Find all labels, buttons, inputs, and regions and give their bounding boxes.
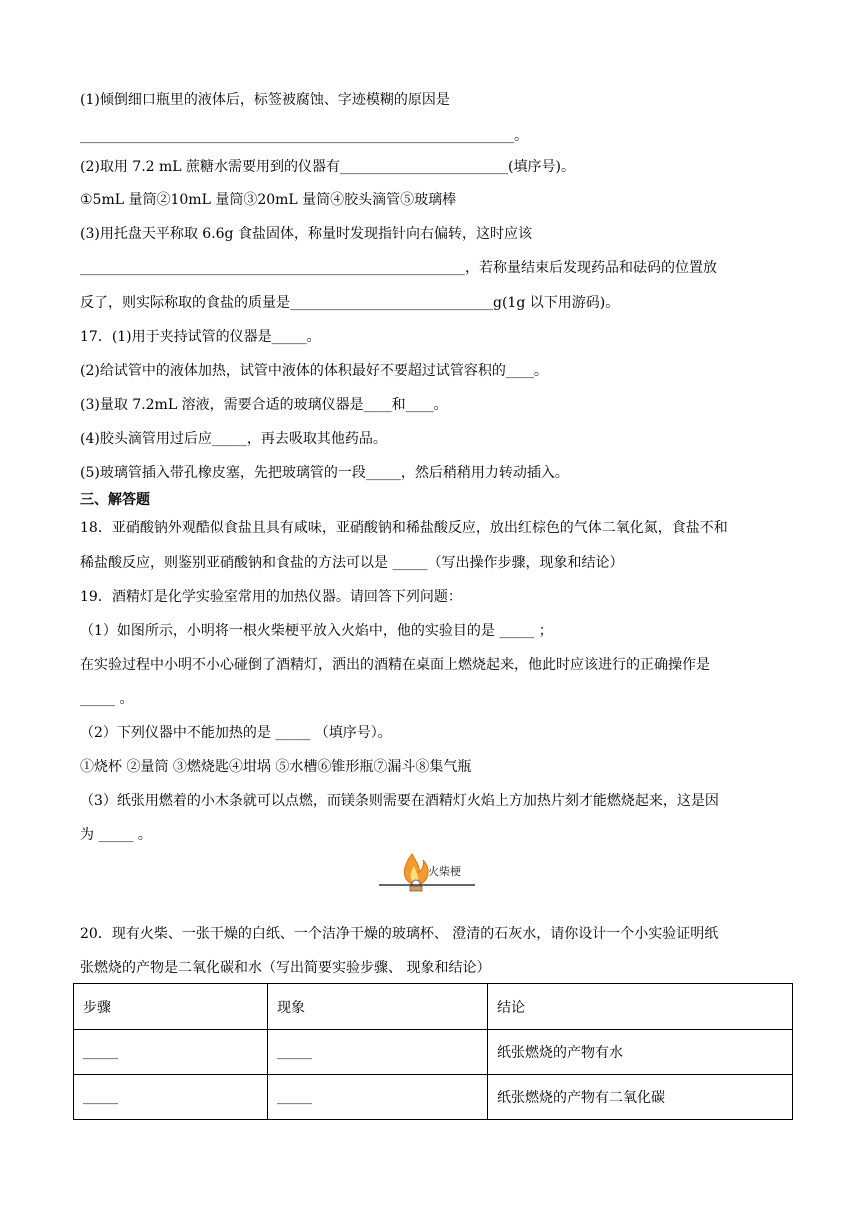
header-step: 步骤 xyxy=(74,984,268,1030)
q17-part4: (4)胶头滴管用过后应_____，再去吸取其他药品。 xyxy=(80,431,387,447)
conclusion-cell: 纸张燃烧的产物有水 xyxy=(488,1030,793,1075)
header-phenomenon: 现象 xyxy=(268,984,488,1030)
q17-part5: (5)玻璃管插入带孔橡皮塞，先把玻璃管的一段_____，然后稍稍用力转动插入。 xyxy=(80,465,569,481)
table-header-row xyxy=(74,984,793,1030)
q19-part1-line3: _____ 。 xyxy=(80,691,134,707)
table-row xyxy=(74,1075,793,1120)
q16-part3-line3: 反了，则实际称取的食盐的质量是_____________________________g(1g 以下用游码)。 xyxy=(80,295,620,311)
q16-part2: (2)取用 7.2 mL 蔗糖水需要用到的仪器有________________________(填序号)。 xyxy=(80,159,575,175)
q17-part1: 17．(1)用于夹持试管的仪器是_____。 xyxy=(80,329,321,345)
table-row xyxy=(74,1030,793,1075)
answer-table xyxy=(73,983,793,1120)
phenomenon-blank: _____ xyxy=(268,1075,488,1120)
q19-intro: 19．酒精灯是化学实验室常用的加热仪器。请回答下列问题： xyxy=(80,589,462,605)
header-conclusion: 结论 xyxy=(488,984,793,1030)
q17-part2: (2)给试管中的液体加热，试管中液体的体积最好不要超过试管容积的____。 xyxy=(80,363,548,379)
q19-part2: （2）下列仪器中不能加热的是 _____ （填序号）。 xyxy=(80,725,392,741)
q17-part3: (3)量取 7.2mL 溶液，需要合适的玻璃仪器是____和____。 xyxy=(80,397,448,413)
q16-part3-line1: (3)用托盘天平称取 6.6g 食盐固体，称量时发现指针向右偏转，这时应该 xyxy=(80,226,532,242)
q20-line2: 张燃烧的产物是二氧化碳和水（写出简要实验步骤、 现象和结论） xyxy=(80,960,491,976)
q20-line1: 20．现有火柴、一张干燥的白纸、一个洁净干燥的玻璃杯、 澄清的石灰水，请你设计一个小实验证明纸 xyxy=(80,926,719,942)
q19-part1-line2: 在实验过程中小明不小心碰倒了酒精灯，洒出的酒精在桌面上燃烧起来，他此时应该进行的正确操作是 xyxy=(80,657,710,673)
q16-part3-line2: _______________________________________________________，若称量结束后发现药品和砝码的位置放 xyxy=(80,260,717,276)
step-blank: _____ xyxy=(74,1030,268,1075)
q19-part1: （1）如图所示，小明将一根火柴梗平放入火焰中，他的实验目的是 _____ ； xyxy=(80,623,553,639)
step-blank: _____ xyxy=(74,1075,268,1120)
q19-options: ①烧杯 ②量筒 ③燃烧匙④坩埚 ⑤水槽⑥锥形瓶⑦漏斗⑧集气瓶 xyxy=(80,759,472,775)
q19-part3: （3）纸张用燃着的小木条就可以点燃，而镁条则需要在酒精灯火焰上方加热片刻才能燃烧起来，这是因 xyxy=(80,793,719,809)
q16-part1-blank: ______________________________________________________________。 xyxy=(80,128,528,144)
q16-part1-line1: (1)倾倒细口瓶里的液体后，标签被腐蚀、字迹模糊的原因是 xyxy=(80,92,450,108)
q18-line1: 18．亚硝酸钠外观酷似食盐且具有咸味，亚硝酸钠和稀盐酸反应，放出红棕色的气体二氧化氮，食盐不和 xyxy=(80,520,728,536)
q19-part3-line2: 为 _____ 。 xyxy=(80,827,152,843)
conclusion-cell: 纸张燃烧的产物有二氧化碳 xyxy=(488,1075,793,1120)
alcohol-lamp-figure xyxy=(376,852,480,892)
flame-icon xyxy=(376,852,480,892)
q16-options: ①5mL 量筒②10mL 量筒③20mL 量筒④胶头滴管⑤玻璃棒 xyxy=(80,192,457,208)
q18-line2: 稀盐酸反应，则鉴别亚硝酸钠和食盐的方法可以是 _____（写出操作步骤，现象和结论） xyxy=(80,555,624,571)
figure-label: 火柴梗 xyxy=(428,865,461,878)
section-heading: 三、解答题 xyxy=(80,492,150,508)
phenomenon-blank: _____ xyxy=(268,1030,488,1075)
